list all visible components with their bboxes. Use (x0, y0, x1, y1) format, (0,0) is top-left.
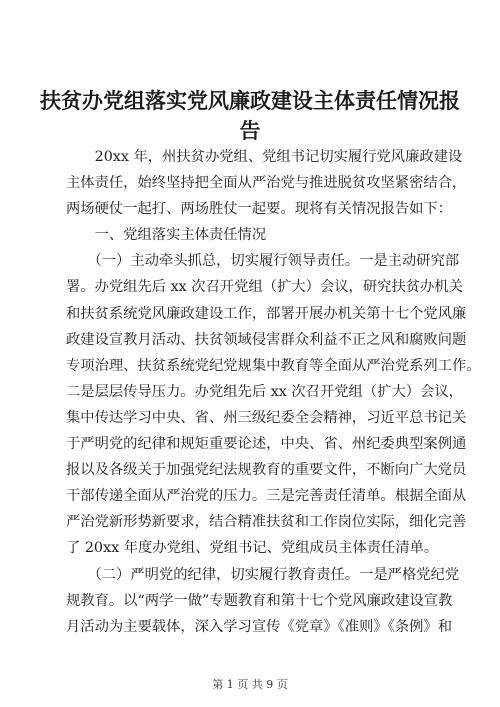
body-line: 和扶贫系统党风廉政建设工作，部署开展办机关第十七个党风廉 (66, 305, 467, 322)
body-line: 署。办党组先后 xx 次召开党组（扩大）会议，研究扶贫办机关 (66, 279, 463, 296)
title-line-1: 扶贫办党组落实党风廉政建设主体责任情况报 (40, 89, 460, 113)
body-line: 20xx 年，州扶贫办党组、党组书记切实履行党风廉政建设 (66, 149, 463, 165)
body-line: （二）严明党的纪律，切实履行教育责任。一是严格党纪党 (66, 566, 460, 583)
body-line: 严治党新形势新要求，结合精准扶贫和工作岗位实际，细化完善 (66, 514, 467, 531)
body-line: 主体责任，始终坚持把全面从严治党与推进脱贫攻坚紧密结合， (66, 175, 467, 192)
title-line-2: 告 (239, 119, 261, 143)
document-body (66, 144, 481, 640)
body-line: 月活动为主要载体，深入学习宣传《党章》《准则》《条例》和 (66, 618, 453, 635)
body-line: （一）主动牵头抓总，切实履行领导责任。一是主动研究部 (66, 253, 460, 270)
body-line: 于严明党的纪律和规矩重要论述，中央、省、州纪委典型案例通 (66, 436, 467, 453)
page-footer: 第 1 页 共 9 页 (212, 678, 288, 691)
body-line: 了 20xx 年度办党组、党组书记、党组成员主体责任清单。 (66, 540, 439, 557)
body-line: 规教育。以“两学一做”专题教育和第十七个党风廉政建设宣教 (66, 592, 453, 609)
body-line: 专项治理、扶贫系统党纪党规集中教育等全面从严治党系列工作。 (66, 357, 481, 374)
body-line: 干部传递全面从严治党的压力。三是完善责任清单。根据全面从 (66, 488, 467, 505)
document-title (40, 86, 460, 146)
body-line: 一、党组落实主体责任情况 (66, 227, 267, 244)
body-line: 报以及各级关于加强党纪法规教育的重要文件，不断向广大党员 (66, 462, 467, 479)
body-line: 政建设宣教月活动、扶贫领域侵害群众利益不正之风和腐败问题 (66, 331, 467, 348)
body-line: 二是层层传导压力。办党组先后 xx 次召开党组（扩大）会议， (66, 383, 463, 400)
body-line: 两场硬仗一起打、两场胜仗一起要。现将有关情况报告如下： (66, 201, 453, 218)
body-line: 集中传达学习中央、省、州三级纪委全会精神，习近平总书记关 (66, 409, 467, 426)
